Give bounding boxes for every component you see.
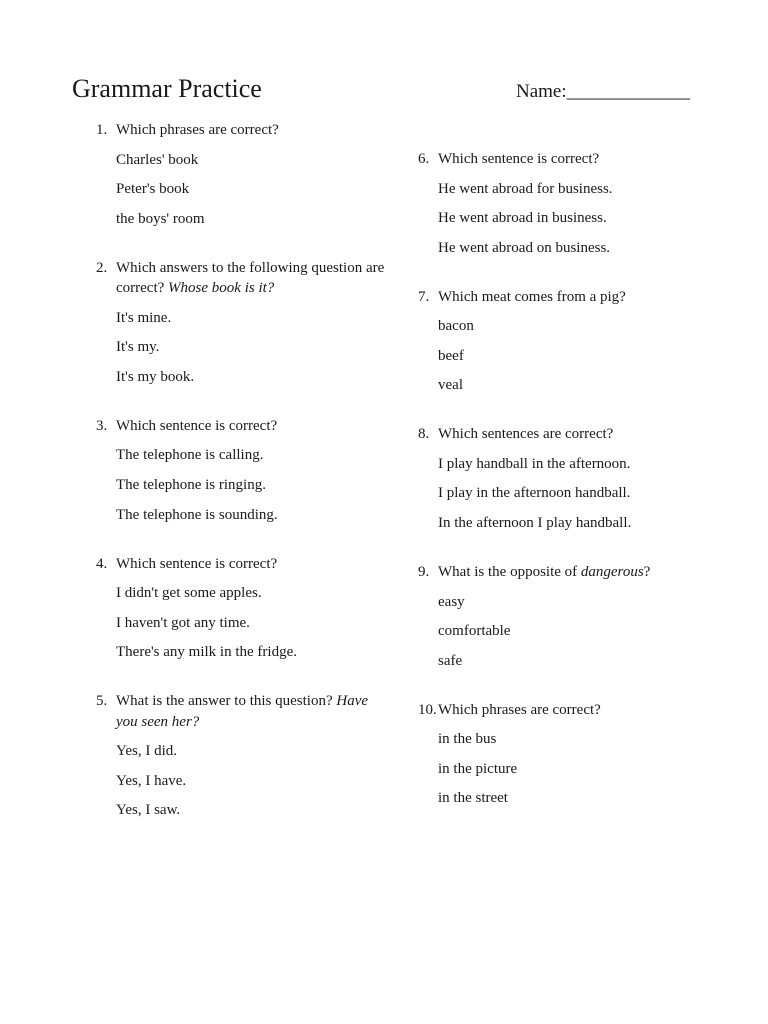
- answer-option[interactable]: in the bus: [438, 731, 497, 748]
- answer-option[interactable]: The telephone is calling.: [116, 447, 264, 464]
- question-text-wrap: [116, 416, 386, 437]
- answer-option[interactable]: bacon: [438, 318, 474, 335]
- question-text: What is the answer to this question?: [116, 693, 337, 710]
- question-number: 7.: [418, 288, 430, 305]
- answer-option[interactable]: comfortable: [438, 623, 511, 640]
- question-text: Which phrases are correct?: [438, 701, 601, 718]
- question-prompt: [418, 287, 708, 308]
- question-text-wrap: [116, 258, 386, 299]
- answer-option[interactable]: Yes, I did.: [116, 743, 177, 760]
- question-number: 1.: [96, 122, 108, 138]
- question-prompt: [96, 120, 386, 141]
- question-3: [96, 416, 386, 525]
- page-title: Grammar Practice: [72, 74, 262, 103]
- answer-option[interactable]: It's my.: [116, 339, 160, 356]
- answer-option[interactable]: Yes, I saw.: [116, 802, 181, 819]
- question-5: [96, 691, 386, 820]
- question-text-wrap: [116, 691, 386, 732]
- answer-option[interactable]: I play in the afternoon handball.: [438, 485, 631, 502]
- question-prompt: [418, 149, 708, 170]
- question-text: Which sentences are correct?: [438, 426, 614, 443]
- question-text: Which sentence is correct?: [438, 151, 600, 167]
- answer-option[interactable]: the boys' room: [116, 210, 205, 227]
- question-8: [418, 424, 708, 533]
- answer-option[interactable]: safe: [438, 652, 463, 669]
- question-text: What is the opposite of: [438, 564, 581, 581]
- question-text-wrap: [438, 424, 708, 445]
- question-text-wrap: [438, 149, 708, 170]
- answer-option[interactable]: beef: [438, 347, 464, 364]
- question-number: 3.: [96, 417, 108, 434]
- question-10: [418, 700, 708, 809]
- question-italic-text: Whose book is it?: [168, 280, 275, 297]
- answer-option[interactable]: The telephone is ringing.: [116, 476, 266, 493]
- question-prompt: [96, 416, 386, 437]
- answer-option[interactable]: It's mine.: [116, 309, 172, 326]
- answer-option[interactable]: It's my book.: [116, 368, 195, 385]
- question-prompt: [96, 258, 386, 299]
- question-2: [96, 258, 386, 387]
- question-text-wrap: [116, 554, 386, 575]
- answer-option[interactable]: in the street: [438, 790, 508, 807]
- answer-option[interactable]: In the afternoon I play handball.: [438, 515, 632, 532]
- question-number: 6.: [418, 151, 430, 167]
- answer-option[interactable]: Yes, I have.: [116, 772, 187, 789]
- question-text-wrap: [438, 562, 708, 583]
- question-text: Which answers to the following question are correct?: [116, 259, 385, 297]
- answer-option[interactable]: There's any milk in the fridge.: [116, 644, 297, 661]
- question-prompt: [418, 562, 708, 583]
- answer-option[interactable]: Charles' book: [116, 151, 199, 168]
- question-prompt: [96, 691, 386, 732]
- question-4: [96, 554, 386, 663]
- question-7: [418, 287, 708, 396]
- answer-option[interactable]: He went abroad for business.: [438, 180, 613, 197]
- question-6: [418, 149, 708, 258]
- answer-option[interactable]: Peter's book: [116, 181, 190, 198]
- question-text-after: ?: [643, 564, 651, 581]
- right-question-column: [418, 149, 708, 837]
- question-text-wrap: [438, 287, 708, 308]
- question-text: Which meat comes from a pig?: [438, 288, 626, 305]
- answer-option[interactable]: I play handball in the afternoon.: [438, 455, 631, 472]
- name-field[interactable]: Name:_____________: [516, 81, 691, 102]
- question-text: Which phrases are correct?: [116, 122, 279, 138]
- question-number: 4.: [96, 555, 108, 572]
- answer-option[interactable]: I didn't get some apples.: [116, 585, 262, 602]
- question-number: 10.: [418, 701, 437, 718]
- question-text-wrap: [116, 120, 386, 141]
- question-number: 9.: [418, 564, 430, 581]
- question-1: [96, 120, 386, 229]
- question-italic-text: dangerous: [580, 564, 644, 581]
- question-text-wrap: [438, 700, 708, 721]
- question-text: Which sentence is correct?: [116, 555, 278, 572]
- question-9: [418, 562, 708, 671]
- answer-option[interactable]: veal: [438, 377, 463, 394]
- question-number: 8.: [418, 426, 430, 443]
- question-prompt: [418, 424, 708, 445]
- answer-option[interactable]: He went abroad on business.: [438, 239, 611, 256]
- question-text: Which sentence is correct?: [116, 417, 278, 434]
- question-prompt: [418, 700, 708, 721]
- answer-option[interactable]: The telephone is sounding.: [116, 506, 278, 523]
- question-italic-text: Have you seen her?: [116, 693, 369, 730]
- question-number: 2.: [96, 259, 108, 276]
- answer-option[interactable]: easy: [438, 593, 465, 610]
- question-number: 5.: [96, 693, 108, 710]
- answer-option[interactable]: in the picture: [438, 760, 518, 777]
- question-prompt: [96, 554, 386, 575]
- left-question-column: [96, 120, 386, 849]
- answer-option[interactable]: I haven't got any time.: [116, 614, 250, 631]
- answer-option[interactable]: He went abroad in business.: [438, 210, 607, 227]
